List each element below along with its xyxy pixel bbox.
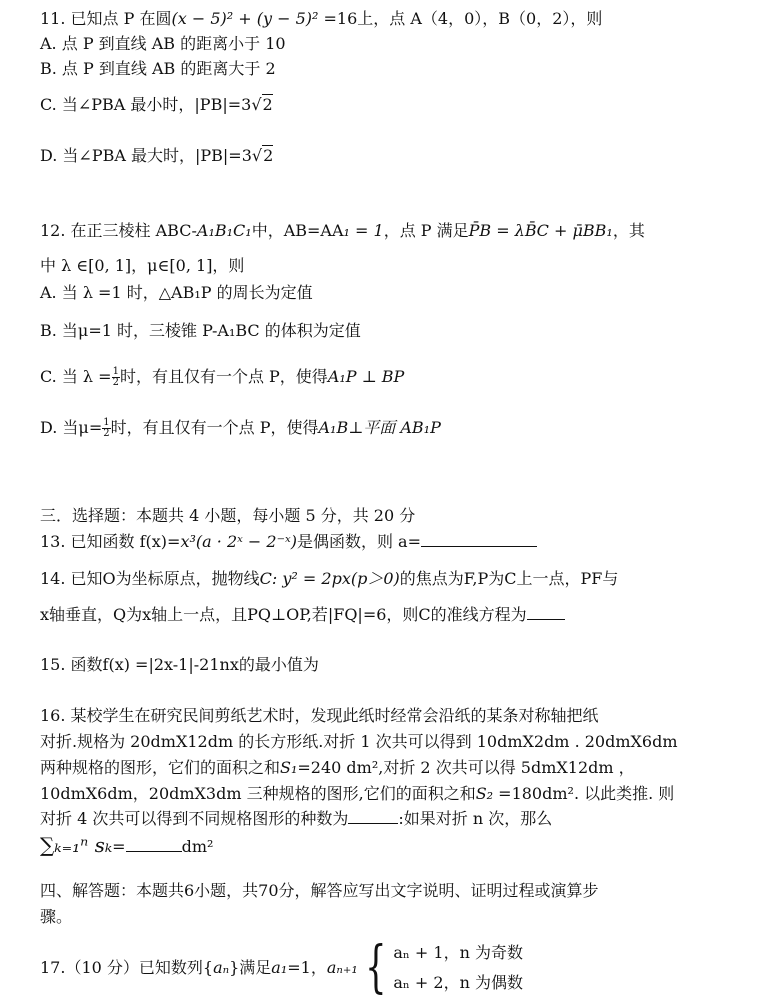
piecewise-cases (393, 938, 523, 998)
q11-stem: 11. 已知点 P 在圆(x − 5)² + (y − 5)² =16上，点 A（4，0），B（0，2），则 (40, 9, 603, 28)
q12-stem: 12. 在正三棱柱 ABC-A₁B₁C₁中，AB=AA₁ = 1，点 P 满足P̄B = λB̄C + μ̄BB₁，其 (40, 221, 645, 240)
section3-heading: 三．选择题：本题共 4 小题，每小题 5 分，共 20 分 (40, 506, 416, 525)
q13-stem: 13. 已知函数 f(x)=x³(a · 2ˣ − 2⁻ˣ)是偶函数，则 a= (40, 531, 537, 553)
section4-heading-line1: 四、解答题：本题共6小题，共70分，解答应写出文字说明、证明过程或演算步 (40, 881, 599, 900)
q11-option-d: D. 当∠PBA 最大时，|PB|=3√2 (40, 146, 274, 165)
q14-line2: x轴垂直，Q为x轴上一点，且PQ⊥OP,若|FQ|=6，则C的准线方程为 (40, 604, 565, 626)
sqrt-symbol: √ (251, 146, 263, 165)
answer-blank[interactable] (527, 605, 565, 620)
q12-stem-line2: 中 λ ∈[0, 1]，μ∈[0, 1]，则 (40, 256, 245, 275)
q11-option-c: C. 当∠PBA 最小时，|PB|=3√2 (40, 95, 273, 114)
q15-stem: 15. 函数f(x) =|2x-1|-21nx的最小值为 (40, 655, 319, 674)
summation-expression: ∑ₖ₌₁ⁿ sₖ (40, 833, 113, 857)
q11-option-b: B. 点 P 到直线 AB 的距离大于 2 (40, 59, 276, 78)
q12-option-b: B. 当μ=1 时，三棱锥 P-A₁BC 的体积为定值 (40, 321, 361, 340)
q16-line1: 16. 某校学生在研究民间剪纸艺术时，发现此纸时经常会沿纸的某条对称轴把纸 (40, 706, 599, 725)
sqrt-symbol: √ (251, 95, 262, 114)
q16-line5: 对折 4 次共可以得到不同规格图形的种数为 :如果对折 n 次，那么 (40, 809, 553, 828)
fraction-one-half: $\frac{1}{2}$ (103, 417, 110, 439)
q11-d-radicand: 2 (263, 146, 274, 165)
left-brace: { (364, 935, 387, 1000)
q12-option-c: C. 当 λ = $\frac{1}{2}$ 时，有且仅有一个点 P，使得A₁P ⊥ BP (40, 366, 405, 388)
q12-option-d: D. 当μ= $\frac{1}{2}$ 时，有且仅有一个点 P，使得A₁B⊥平面 AB₁P (40, 417, 441, 439)
q12-option-a: A. 当 λ =1 时，△AB₁P 的周长为定值 (40, 283, 313, 302)
q16-line2: 对折.规格为 20dmX12dm 的长方形纸.对折 1 次共可以得到 10dmX2dm . 20dmX6dm (40, 732, 678, 751)
q11-c-radicand: 2 (262, 95, 273, 114)
answer-blank[interactable] (348, 809, 398, 824)
answer-blank[interactable] (421, 532, 537, 547)
q12-vector-eq: P̄B = λB̄C + μ̄BB₁ (468, 221, 613, 240)
fraction-one-half: $\frac{1}{2}$ (112, 366, 119, 388)
answer-blank[interactable] (126, 837, 182, 852)
q17-stem: 17.（10 分）已知数列{ aₙ }满足 a₁ =1， aₙ₊₁ { aₙ + 1，n 为奇数 aₙ + 2，n 为偶数 (40, 935, 523, 1000)
q16-line3: 两种规格的图形，它们的面积之和S₁=240 dm²,对折 2 次共可以得 5dmX12dm ， (40, 758, 635, 777)
case-even: aₙ + 2，n 为偶数 (393, 973, 523, 992)
q16-line4: 10dmX6dm，20dmX3dm 三种规格的图形,它们的面积之和S₂ =180dm². 以此类推. 则 (40, 784, 675, 803)
section4-heading-line2: 骤。 (40, 907, 73, 926)
q14-line1: 14. 已知O为坐标原点，抛物线C: y² = 2px(p＞0)的焦点为F,P为C上一点，PF与 (40, 569, 619, 588)
q16-line6: ∑ₖ₌₁ⁿ sₖ= dm² (40, 833, 214, 857)
q11-circle-eq: (x − 5)² + (y − 5)² (171, 9, 319, 28)
q11-option-a: A. 点 P 到直线 AB 的距离小于 10 (40, 34, 286, 53)
case-odd: aₙ + 1，n 为奇数 (393, 943, 523, 962)
